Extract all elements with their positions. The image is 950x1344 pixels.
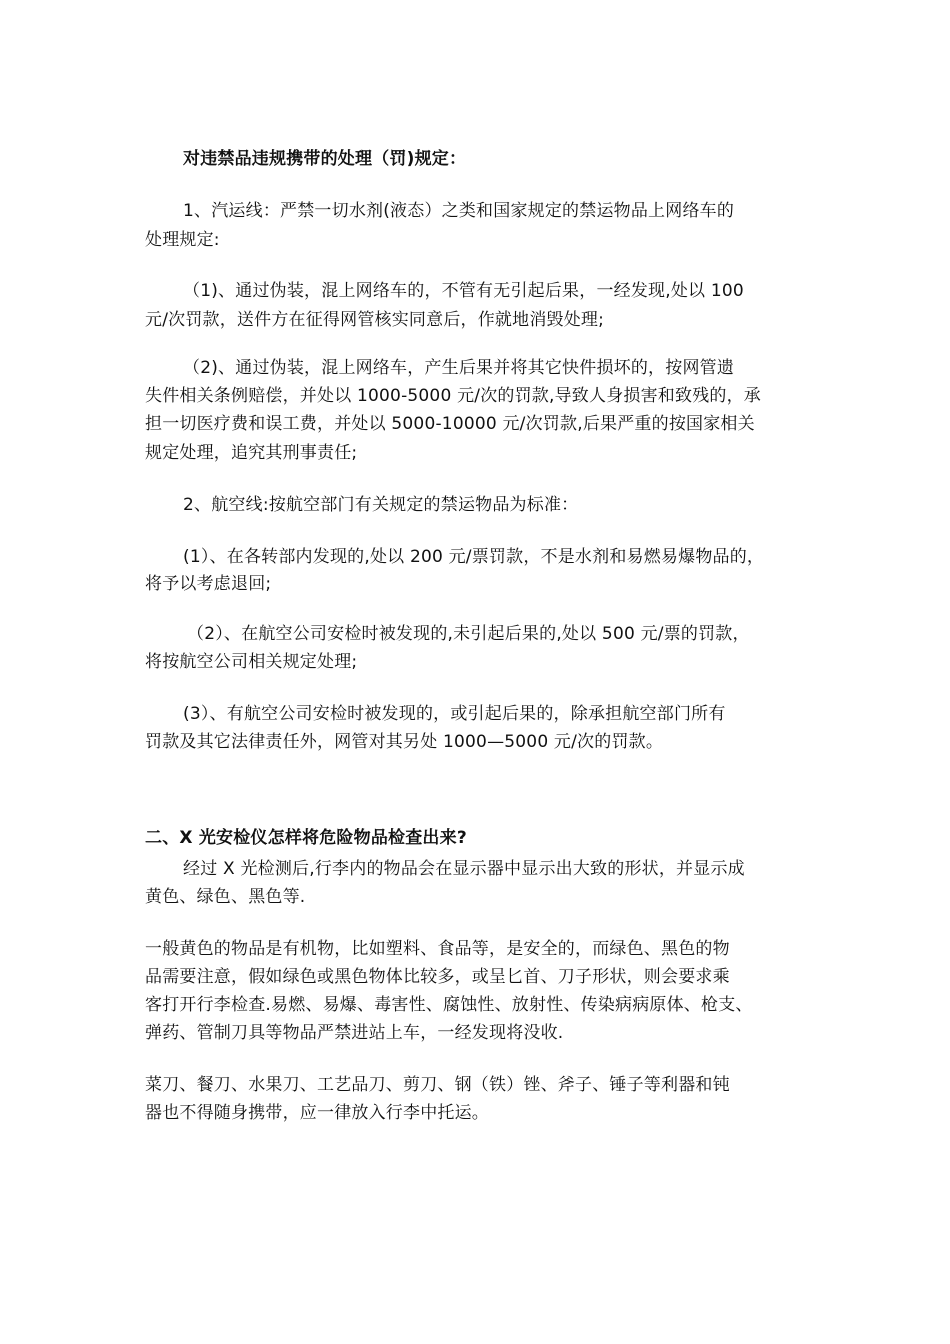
xray-paragraph-2-cont: 弹药、管制刀具等物品严禁进站上车，一经发现将没收.	[145, 1023, 564, 1043]
section1-item1-cont: 元/次罚款，送件方在征得网管核实同意后，作就地消毁处理;	[145, 310, 605, 330]
section1-heading: 1、汽运线：严禁一切水剂(液态）之类和国家规定的禁运物品上网络车的	[183, 201, 735, 221]
section2-heading: 2、航空线:按航空部门有关规定的禁运物品为标准：	[183, 495, 579, 515]
xray-paragraph-1: 经过 X 光检测后,行李内的物品会在显示器中显示出大致的形状，并显示成	[183, 859, 745, 879]
section1-heading-cont: 处理规定:	[145, 230, 220, 250]
section2-item3: (3）、有航空公司安检时被发现的，或引起后果的，除承担航空部门所有	[183, 704, 726, 724]
xray-heading: 二、X 光安检仪怎样将危险物品检查出来?	[145, 828, 467, 848]
section2-item2: （2）、在航空公司安检时被发现的,未引起后果的,处以 500 元/票的罚款，	[187, 624, 750, 644]
xray-paragraph-3-cont: 器也不得随身携带，应一律放入行李中托运。	[145, 1103, 489, 1123]
section1-item2: （2)、通过伪装，混上网络车，产生后果并将其它快件损坏的，按网管遗	[183, 358, 735, 378]
section1-item2-cont: 担一切医疗费和误工费，并处以 5000-10000 元/次罚款,后果严重的按国家相关	[145, 414, 755, 434]
section1-item2-cont: 失件相关条例赔偿，并处以 1000-5000 元/次的罚款,导致人身损害和致残的，承	[145, 386, 761, 406]
section2-item1-cont: 将予以考虑退回;	[145, 574, 272, 594]
xray-paragraph-2-cont: 品需要注意，假如绿色或黑色物体比较多，或呈匕首、刀子形状，则会要求乘	[145, 967, 730, 987]
section1-item2-cont: 规定处理，追究其刑事责任;	[145, 443, 358, 463]
document-title: 对违禁品违规携带的处理（罚)规定：	[183, 149, 467, 169]
section2-item3-cont: 罚款及其它法律责任外，网管对其另处 1000—5000 元/次的罚款。	[145, 732, 664, 752]
xray-paragraph-3: 菜刀、餐刀、水果刀、工艺品刀、剪刀、钢（铁）锉、斧子、锤子等利器和钝	[145, 1075, 730, 1095]
xray-paragraph-2: 一般黄色的物品是有机物，比如塑料、食品等，是安全的，而绿色、黑色的物	[145, 939, 730, 959]
section2-item2-cont: 将按航空公司相关规定处理;	[145, 652, 358, 672]
xray-paragraph-2-cont: 客打开行李检查.易燃、易爆、毒害性、腐蚀性、放射性、传染病病原体、枪支、	[145, 995, 753, 1015]
section1-item1: （1)、通过伪装，混上网络车的，不管有无引起后果，一经发现,处以 100	[183, 281, 744, 301]
xray-paragraph-1-cont: 黄色、绿色、黑色等.	[145, 887, 306, 907]
section2-item1: (1）、在各转部内发现的,处以 200 元/票罚款，不是水剂和易燃易爆物品的，	[183, 547, 765, 567]
